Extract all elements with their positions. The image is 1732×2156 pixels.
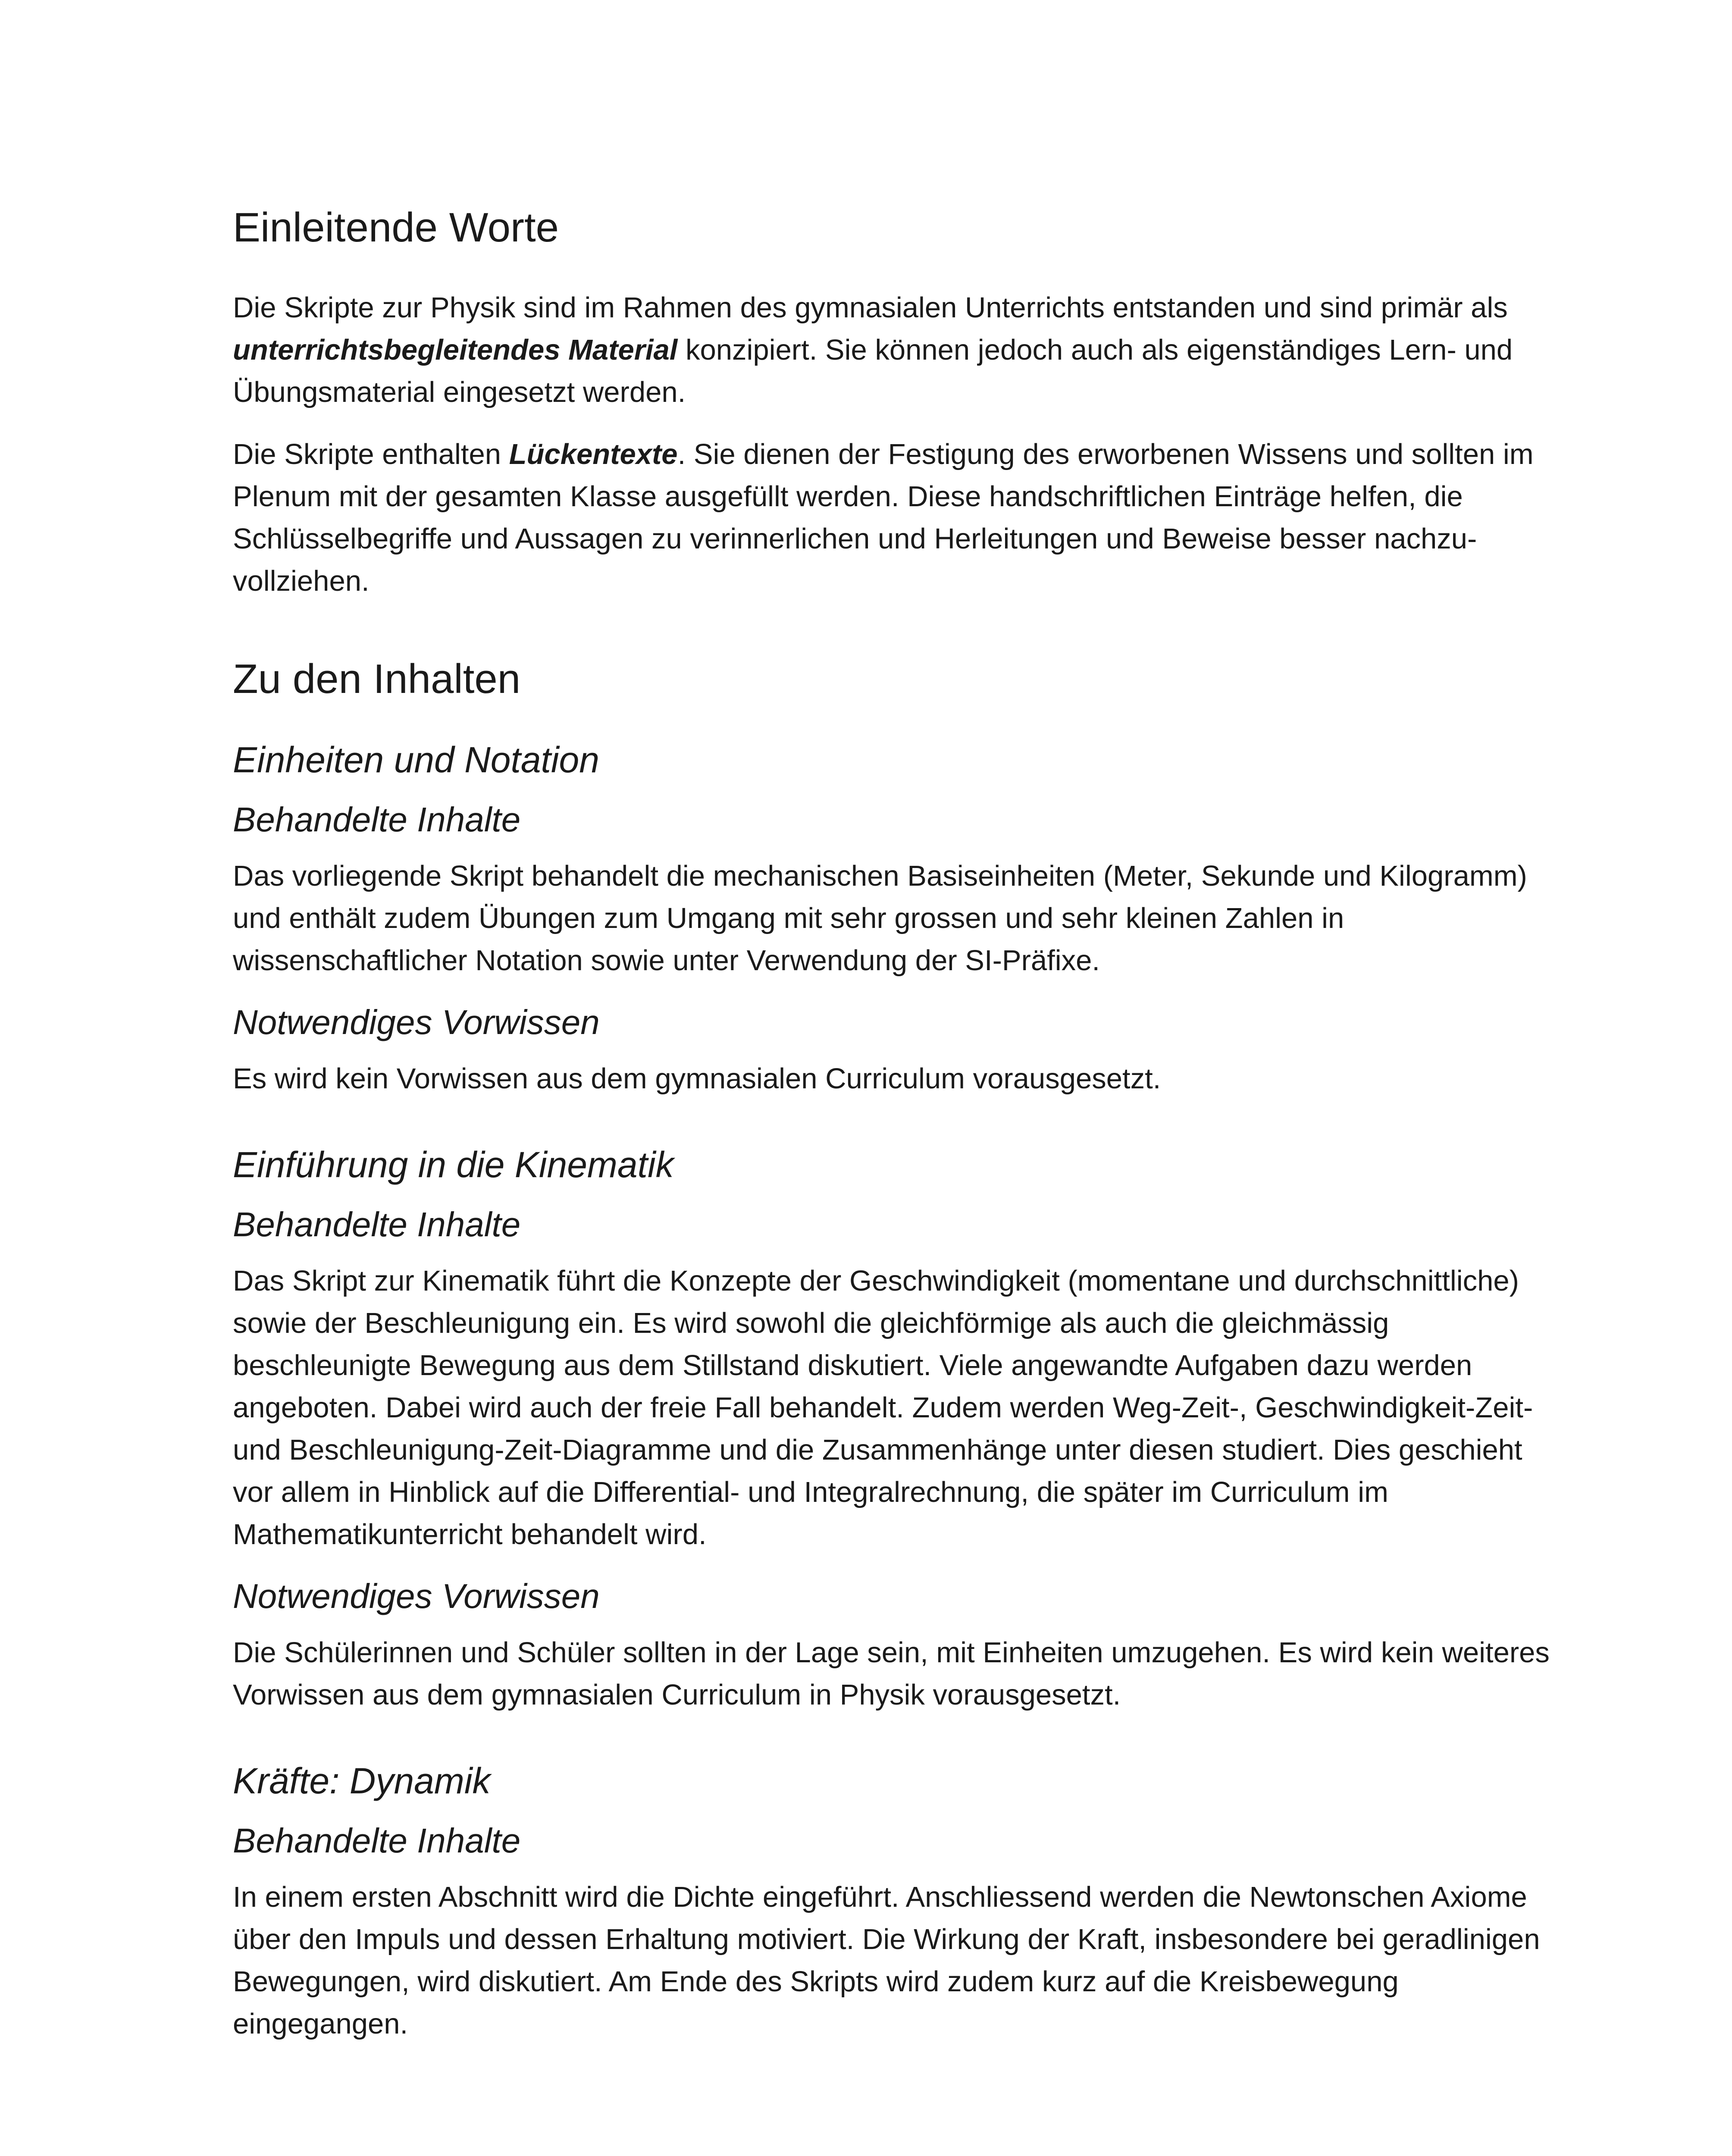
section-kinematics-prereq-heading: Notwendiges Vorwissen xyxy=(233,1576,600,1615)
intro-paragraph-2 xyxy=(233,433,1561,602)
intro-paragraph-1 xyxy=(233,287,1561,414)
section-units-topics-text: Das vorliegende Skript behandelt die mechanischen Basiseinheiten (Meter, Sekunde und Kilogramm) und enthält zudem Übungen zum Umgang mit sehr grossen und sehr kleinen Zahlen in wissenschaftlicher Notation sowie unter Verwendung der SI-Präfixe. xyxy=(233,860,1527,977)
section-units-prereq-text: Es wird kein Vorwissen aus dem gymnasialen Curriculum vorausgesetzt. xyxy=(233,1062,1161,1095)
section-title-units: Einheiten und Notation xyxy=(233,740,599,780)
page-content xyxy=(233,203,1561,2065)
section-kinematics-topics-text: Das Skript zur Kinematik führt die Konzepte der Geschwindigkeit (momentane und durchschnittliche) sowie der Beschleunigung ein. Es wird sowohl die gleichförmige als auch die gleichmässig beschleunigte Bewegung aus dem Stillstand diskutiert. Viele angewandte Aufgaben dazu werden angeboten. Dabei wird auch der freie Fall behandelt. Zudem werden Weg-Zeit-, Geschwindigkeit-Zeit- und Beschleunigung-Zeit-Diagramme und die Zusammenhänge unter diesen studiert. Dies geschieht vor allem in Hinblick auf die Differential- und Integralrechnung, die später im Curriculum im Mathematikunterricht behandelt wird. xyxy=(233,1264,1533,1551)
intro-p1-emphasis: unterrichtsbegleitendes Material xyxy=(233,334,678,367)
intro-p1-text-b: konzipiert. Sie können jedoch auch als eigenständiges Lern- und Übungsmaterial eingesetzt werden. xyxy=(233,334,1513,409)
intro-p2-emphasis: Lückentexte xyxy=(509,438,678,471)
intro-title: Einleitende Worte xyxy=(233,204,559,251)
section-dynamics-topics-heading: Behandelte Inhalte xyxy=(233,1821,521,1860)
section-title-kinematics: Einführung in die Kinematik xyxy=(233,1144,674,1185)
section-dynamics-topics-text: In einem ersten Abschnitt wird die Dichte eingeführt. Anschliessend werden die Newtonschen Axiome über den Impuls und dessen Erhaltung motiviert. Die Wirkung der Kraft, insbesondere bei geradlinigen Bewegungen, wird diskutiert. Am Ende des Skripts wird zudem kurz auf die Kreisbewegung eingegangen. xyxy=(233,1880,1540,2040)
intro-p1-text-a: Die Skripte zur Physik sind im Rahmen des gymnasialen Unterrichts entstanden und sind primär als xyxy=(233,291,1508,324)
section-units-topics-heading: Behandelte Inhalte xyxy=(233,800,521,839)
section-kinematics-topics-heading: Behandelte Inhalte xyxy=(233,1205,521,1244)
intro-p2-text-b: . Sie dienen der Festigung des erworbenen Wissens und sollten im Plenum mit der gesamten Klasse ausgefüllt werden. Diese handschriftlichen Einträge helfen, die Schlüsselbegriffe und Aussagen zu verinnerlichen und Herleitungen und Beweise besser nachzuvollziehen. xyxy=(233,438,1534,598)
contents-title: Zu den Inhalten xyxy=(233,656,521,702)
section-kinematics-prereq-text: Die Schülerinnen und Schüler sollten in der Lage sein, mit Einheiten umzugehen. Es wird kein weiteres Vorwissen aus dem gymnasialen Curriculum in Physik vorausgesetzt. xyxy=(233,1636,1550,1711)
section-title-dynamics: Kräfte: Dynamik xyxy=(233,1760,491,1801)
section-units-prereq-heading: Notwendiges Vorwissen xyxy=(233,1003,600,1042)
intro-p2-text-a: Die Skripte enthalten xyxy=(233,438,509,471)
